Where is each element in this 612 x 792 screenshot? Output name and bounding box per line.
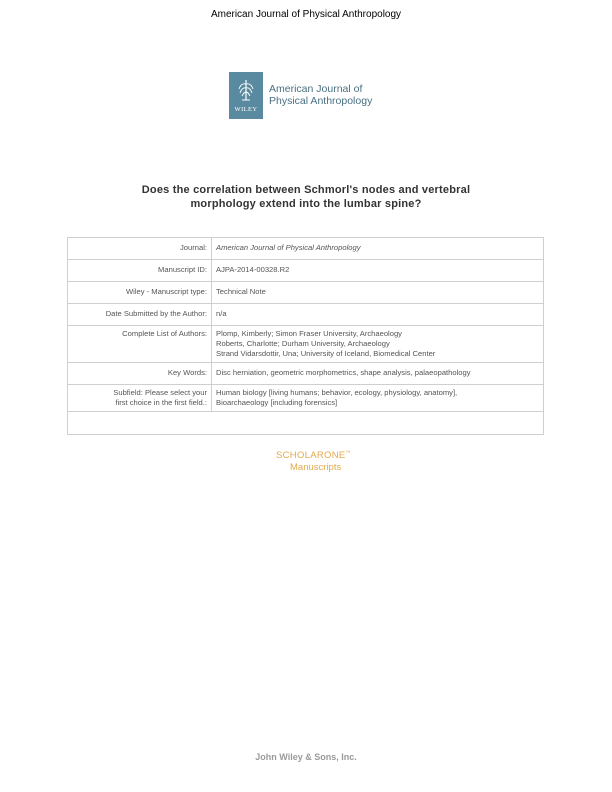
logo-journal-name xyxy=(269,83,372,108)
table-row-authors xyxy=(68,326,544,363)
keywords-label: Key Words: xyxy=(68,363,212,385)
table-row-manuscript-type xyxy=(68,282,544,304)
title-line1: Does the correlation between Schmorl's nodes and vertebral xyxy=(141,184,471,196)
date-submitted-value: n/a xyxy=(212,304,544,326)
scholarone-logo xyxy=(276,447,351,474)
author-entry: Plomp, Kimberly; Simon Fraser University, Archaeology xyxy=(216,329,402,338)
date-submitted-label: Date Submitted by the Author: xyxy=(68,304,212,326)
publisher-footer: John Wiley & Sons, Inc. xyxy=(255,752,357,762)
logo-journal-line2: Physical Anthropology xyxy=(269,95,373,107)
table-row-keywords xyxy=(68,363,544,385)
scholarone-wordmark xyxy=(276,447,351,462)
manuscript-metadata-table xyxy=(67,237,544,435)
scholarone-manuscripts: Manuscripts xyxy=(290,462,342,474)
empty-cell xyxy=(68,412,544,435)
running-header: American Journal of Physical Anthropology xyxy=(210,9,402,20)
authors-value xyxy=(212,326,544,363)
journal-label: Journal: xyxy=(68,238,212,260)
journal-value: American Journal of Physical Anthropology xyxy=(212,238,544,260)
subfield-label xyxy=(68,385,212,412)
subfield-label-line2: first choice in the first field.: xyxy=(115,398,207,407)
subfield-label-line1: Subfield: Please select your xyxy=(113,388,207,397)
title-line2: morphology extend into the lumbar spine? xyxy=(190,198,422,210)
wiley-logo-mark xyxy=(229,72,263,119)
table-row-subfield xyxy=(68,385,544,412)
subfield-value xyxy=(212,385,544,412)
journal-logo xyxy=(229,71,372,119)
table-row-manuscript-id xyxy=(68,260,544,282)
table-row-journal xyxy=(68,238,544,260)
wiley-wordmark: WILEY xyxy=(234,105,258,113)
manuscript-type-label: Wiley - Manuscript type: xyxy=(68,282,212,304)
logo-journal-line1: American Journal of xyxy=(269,82,363,95)
author-entry: Strand Vidarsdottir, Una; University of Iceland, Biomedical Center xyxy=(216,349,436,358)
manuscript-id-label: Manuscript ID: xyxy=(68,260,212,282)
subfield-value-line2: Bioarchaeology [including forensics] xyxy=(216,398,338,407)
trademark-symbol: ™ xyxy=(345,450,351,456)
manuscript-title xyxy=(90,183,522,211)
subfield-value-line1: Human biology [living humans; behavior, ecology, physiology, anatomy], xyxy=(216,388,458,397)
manuscript-type-value: Technical Note xyxy=(212,282,544,304)
scholarone-name: SCHOLARONE xyxy=(276,450,346,462)
keywords-value: Disc herniation, geometric morphometrics, shape analysis, palaeopathology xyxy=(212,363,544,385)
table-row-empty xyxy=(68,412,544,435)
authors-label: Complete List of Authors: xyxy=(68,326,212,363)
manuscript-id-value: AJPA-2014-00328.R2 xyxy=(212,260,544,282)
wiley-tree-icon xyxy=(235,78,257,104)
table-row-date-submitted xyxy=(68,304,544,326)
author-entry: Roberts, Charlotte; Durham University, Archaeology xyxy=(216,339,390,348)
